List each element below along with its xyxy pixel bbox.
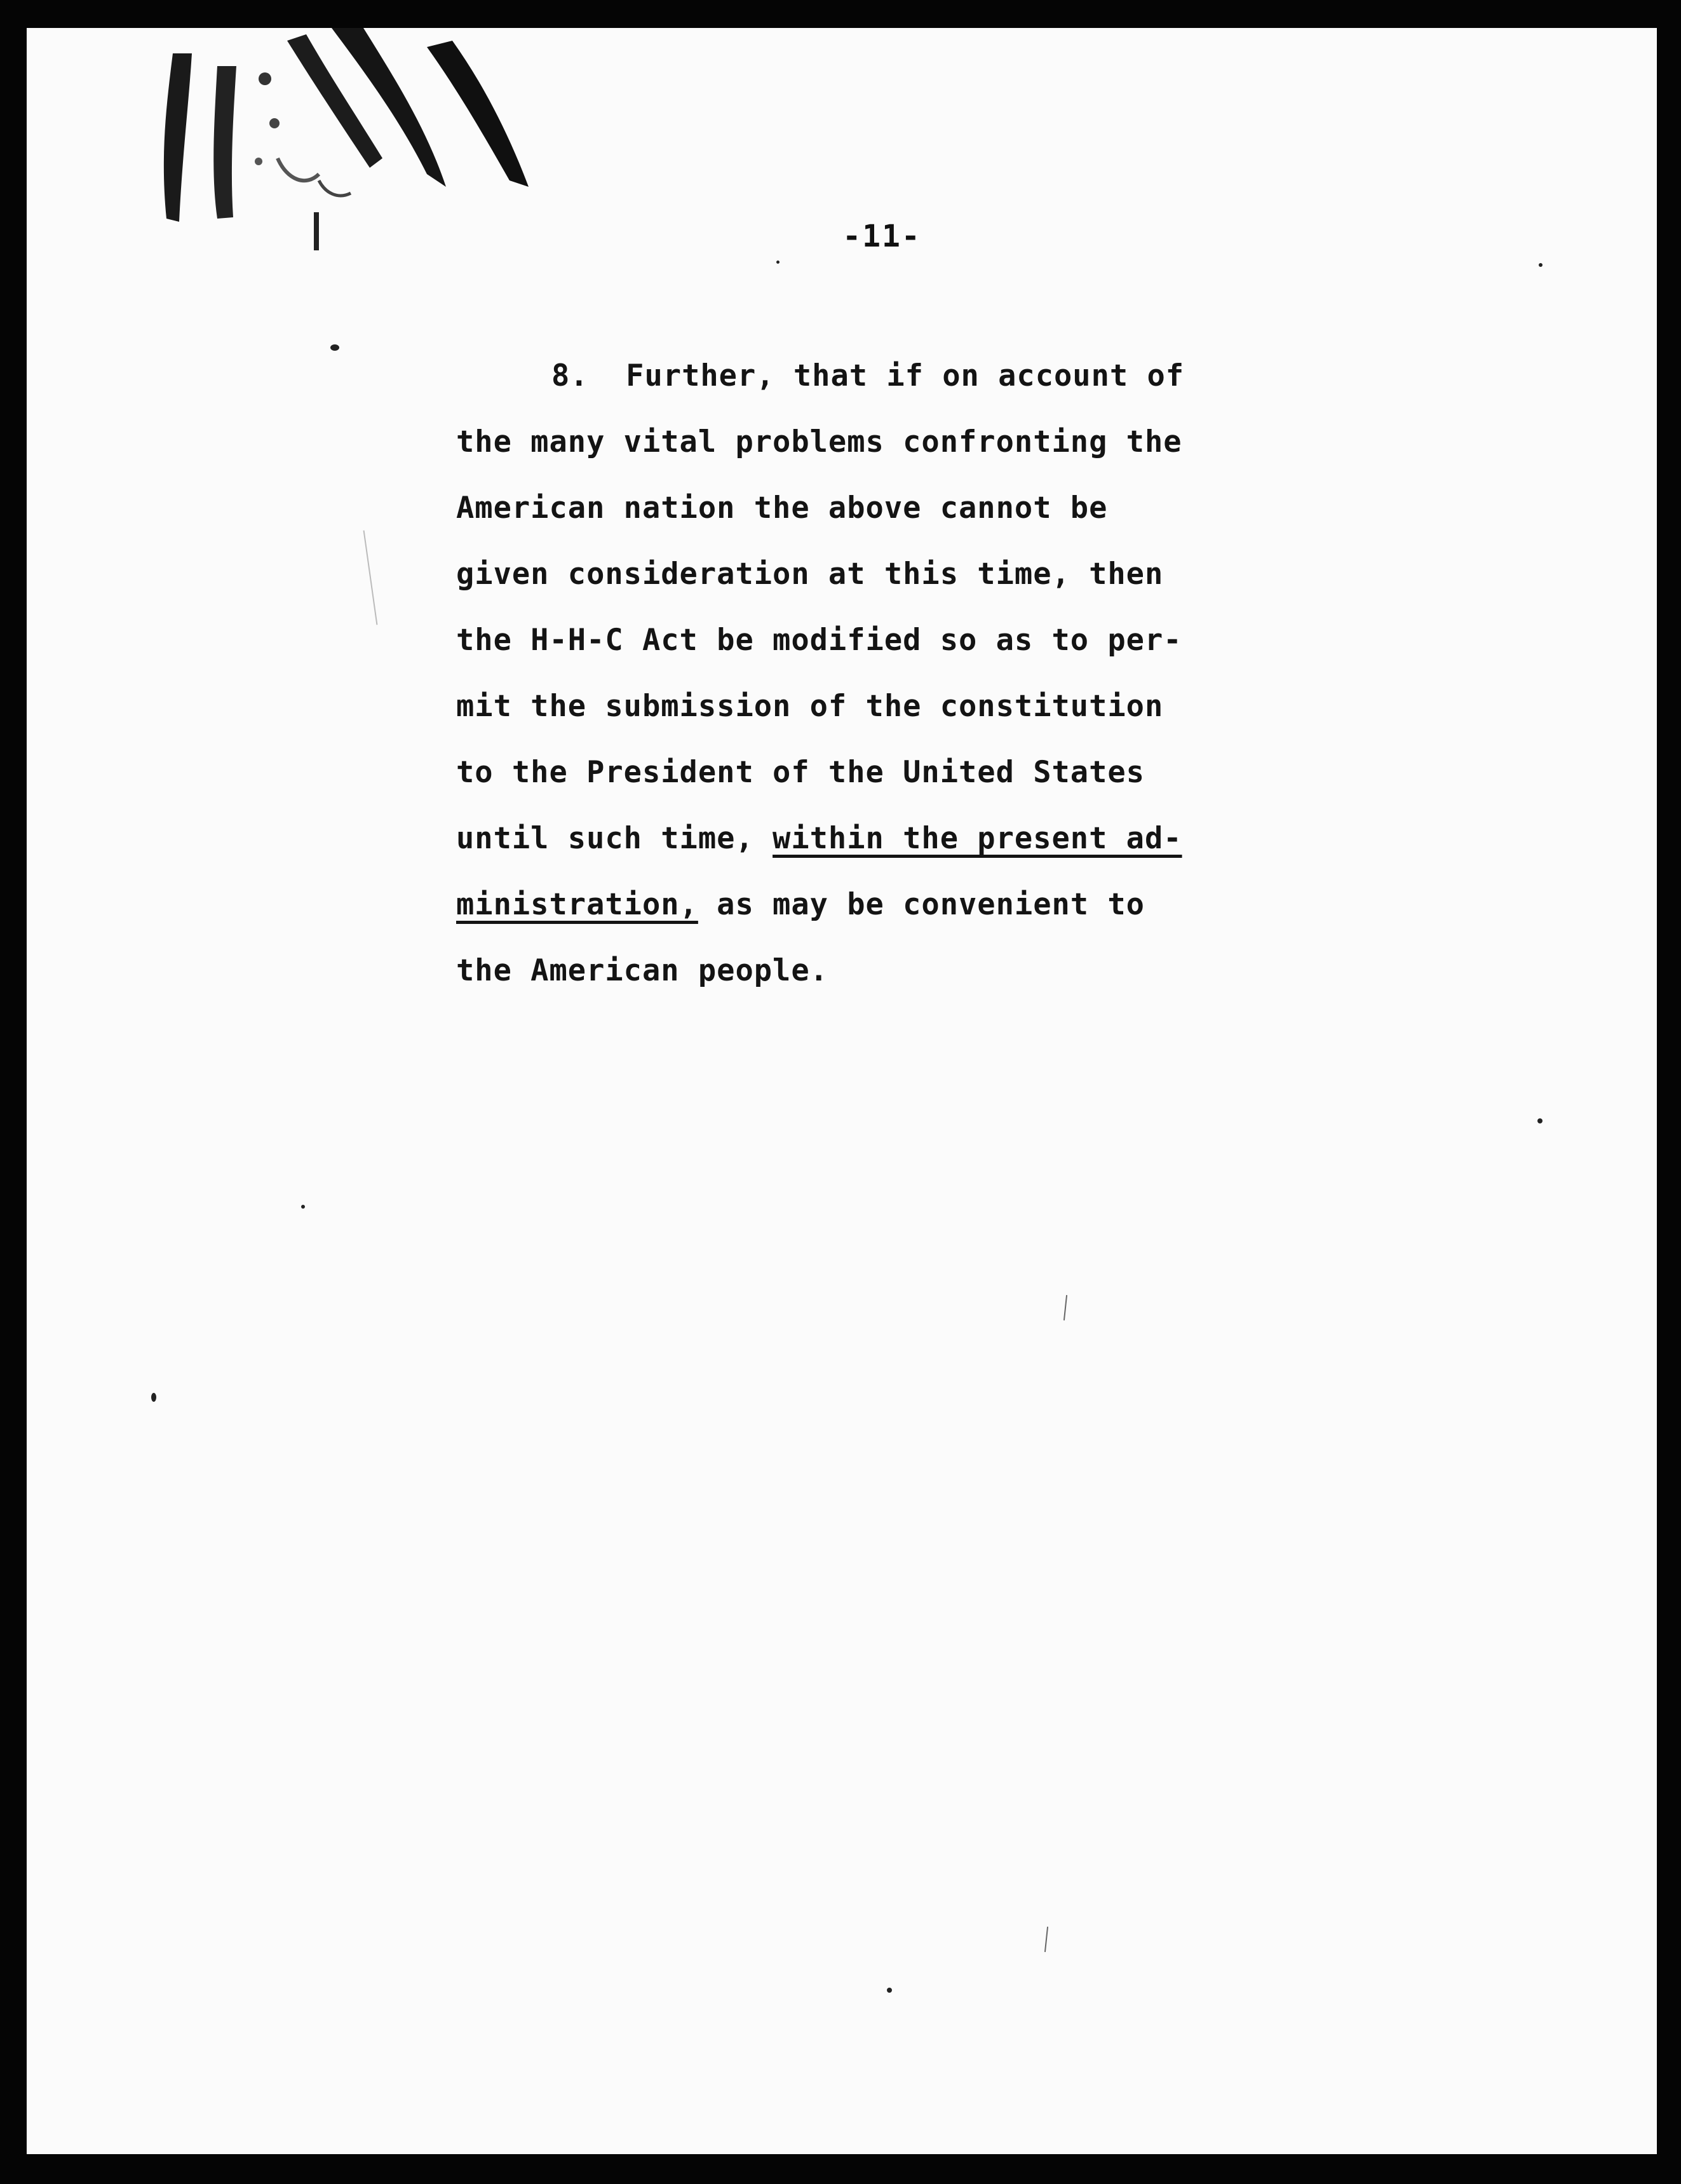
text-segment: as may be convenient to: [698, 887, 1145, 922]
text-line: American nation the above cannot be: [456, 491, 1108, 526]
ink-speck: [330, 344, 339, 351]
ink-speck: [1537, 1118, 1543, 1123]
ink-speck: [887, 1988, 892, 1993]
text-segment: until such time,: [456, 821, 773, 856]
ink-speck: [776, 261, 780, 264]
ink-speck: [1539, 263, 1543, 267]
text-line: [456, 806, 1282, 872]
text-line: the H-H-C Act be modified so as to per-: [456, 623, 1182, 658]
scratch-mark: [363, 531, 378, 625]
scratch-mark: [1063, 1295, 1067, 1320]
text-line: the many vital problems confronting the: [456, 424, 1182, 459]
underlined-phrase: ministration,: [456, 887, 698, 922]
body-paragraph: [456, 343, 1282, 1004]
page-number: -11-: [842, 219, 921, 254]
ink-smudge-marks: [128, 28, 586, 269]
ink-speck: [151, 1393, 156, 1402]
text-line: 8. Further, that if on account of: [551, 358, 1185, 393]
text-line: mit the submission of the constitution: [456, 689, 1164, 724]
text-line: [456, 872, 1282, 938]
ink-speck: [301, 1205, 305, 1209]
text-line: the American people.: [456, 953, 828, 988]
underlined-phrase: within the present ad-: [773, 821, 1182, 856]
text-line: given consideration at this time, then: [456, 557, 1164, 592]
text-line: to the President of the United States: [456, 755, 1145, 790]
scratch-mark: [1044, 1927, 1048, 1952]
document-page: [27, 28, 1657, 2154]
